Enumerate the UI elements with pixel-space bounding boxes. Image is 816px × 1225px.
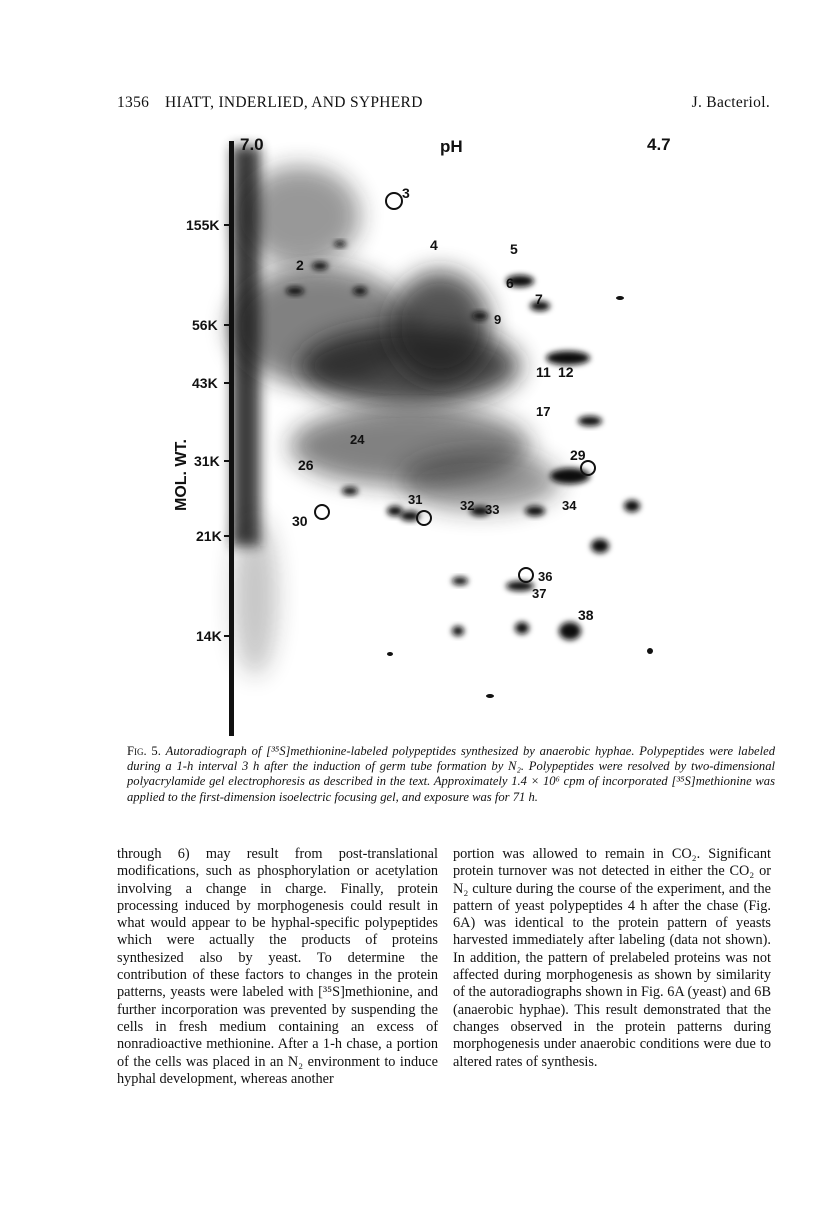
ph-left-label: 7.0: [240, 135, 264, 154]
spot-label: 32: [460, 498, 475, 513]
caption-text: Autoradiograph of [³⁵S]methionine-labeled polypeptides synthesized by anaerobic hyphae. Polypeptides were labeled during a 1-h interval 3 h after the induction of germ tube formation by N₂. Polypeptides were resolved by two-dimensional polyacrylamide gel electrophoresis as described in the text. Approximately 1.4 × 10⁶ cpm of incorporated [³⁵S]methionine was applied to the first-dimension isoelectric focusing gel, and exposure was for 71 h.: [127, 744, 775, 804]
ph-axis-label: pH: [440, 137, 463, 156]
mw-marker: 31K: [194, 453, 220, 469]
mol-wt-axis-label: MOL. WT.: [173, 439, 190, 511]
spot-label: 17: [536, 404, 551, 419]
gel-image: [160, 126, 680, 741]
mw-marker: 21K: [196, 528, 222, 544]
autoradiograph-figure: [160, 126, 680, 741]
figure-label: Fig. 5.: [127, 744, 161, 758]
spot-label: 4: [430, 237, 438, 253]
spot-label: 9: [494, 312, 502, 327]
spot-label: 6: [506, 275, 514, 291]
spot-label: 33: [485, 502, 500, 517]
spot-label: 24: [350, 432, 365, 447]
journal-name: J. Bacteriol.: [691, 94, 770, 111]
running-header: [117, 94, 770, 118]
spot-label: 34: [562, 498, 577, 513]
spot-label: 37: [532, 586, 547, 601]
mw-marker: 155K: [186, 217, 220, 233]
mw-marker: 14K: [196, 628, 222, 644]
ph-right-label: 4.7: [647, 135, 671, 154]
running-authors: HIATT, INDERLIED, AND SYPHERD: [165, 94, 423, 111]
spot-label: 11: [536, 364, 551, 380]
mw-marker: 56K: [192, 317, 218, 333]
page-number: 1356: [117, 94, 150, 111]
spot-label: 2: [296, 257, 304, 273]
spot-label: 31: [408, 492, 423, 507]
mw-markers: [186, 217, 232, 644]
gel-edge-streak: [229, 141, 234, 736]
body-column-left: through 6) may result from post-translational modifications, such as phosphorylation or acetylation involving a change in charge. Finally, protein processing induced by morphogenesis could result in what would appear to be hyphal-specific polypeptides which were actually the products of proteins synthesized also by yeast. To determine the contribution of these factors to changes in the protein patterns, yeasts were labeled with [³⁵S]methionine, and further incorporation was prevented by suspending the cells in fresh medium containing an excess of nonradioactive methionine. After a 1-h chase, a portion of the cells was placed in an N₂ environment to induce hyphal development, whereas another: [117, 846, 438, 1087]
spot-label: 29: [570, 447, 586, 463]
spot-label: 12: [558, 364, 574, 380]
spot-label: 3: [402, 185, 410, 201]
spot-label: 26: [298, 457, 314, 473]
spot-label: 36: [538, 569, 553, 584]
figure-caption: [127, 744, 775, 805]
spot-label: 7: [535, 291, 543, 307]
body-column-right: portion was allowed to remain in CO₂. Significant protein turnover was not detected in either the CO₂ or N₂ culture during the course of the experiment, and the pattern of yeast polypeptides 4 h after the chase (Fig. 6A) was identical to the protein pattern of yeasts harvested immediately after labeling (data not shown). In addition, the pattern of prelabeled proteins was not affected during morphogenesis as shown by similarity of the autoradiographs shown in Fig. 6A (yeast) and 6B (anaerobic hyphae). This result demonstrated that the changes observed in the protein patterns during morphogenesis under anaerobic conditions were due to altered rates of synthesis.: [453, 846, 771, 1070]
mw-marker: 43K: [192, 375, 218, 391]
spot-label: 30: [292, 513, 308, 529]
gel-smear: [230, 146, 560, 676]
spot-label: 38: [578, 607, 594, 623]
spot-label: 5: [510, 241, 518, 257]
